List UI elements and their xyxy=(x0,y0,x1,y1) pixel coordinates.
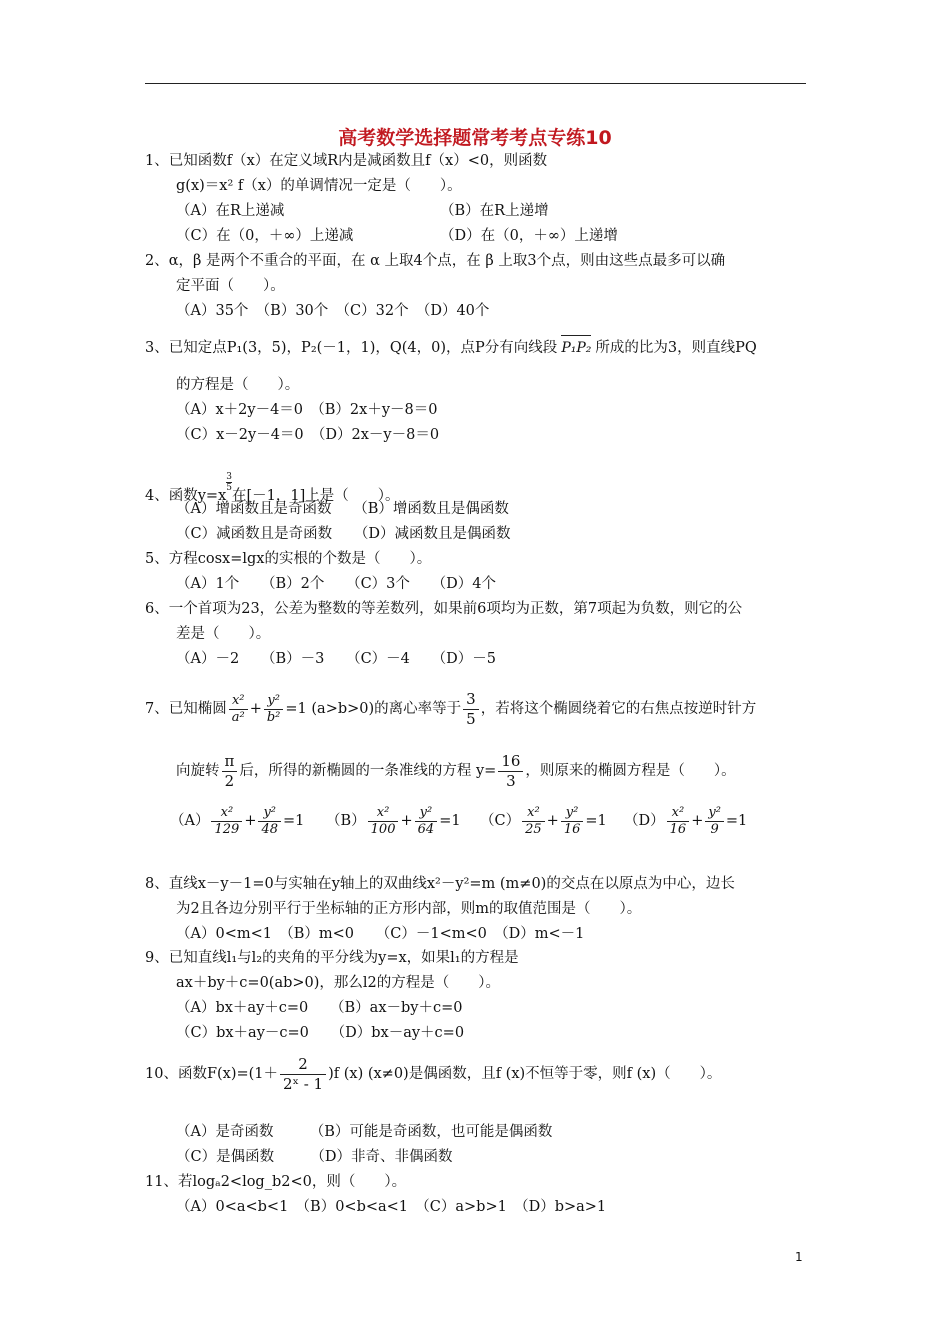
q10-text-post: )f (x) (x≠0)是偶函数，且f (x)不恒等于零，则f (x)（ ）。 xyxy=(328,1066,722,1082)
q7-l2-mid: 后，所得的新椭圆的一条准线的方程 y= xyxy=(239,763,497,779)
q4-exp-den: 5 xyxy=(226,483,232,493)
q4-text-post: 在[－1，1]上是（ ）。 xyxy=(231,488,400,504)
q7-option-c: （C） $\frac{\text{x²}}{25}$ + $\frac{\text{y²}}{16}$ =1 xyxy=(480,804,607,837)
q11-line1: 11、若logₐ2<log_b2<0，则（ ）。 xyxy=(145,1174,407,1190)
header-rule xyxy=(145,83,806,84)
q4-options-1: （A）增函数且是奇函数 （B）增函数且是偶函数 xyxy=(176,501,509,517)
q6-line1: 6、一个首项为23，公差为整数的等差数列，如果前6项均为正数，第7项起为负数，则它的公 xyxy=(145,601,743,617)
q7-option-a: （A） $\frac{\text{x²}}{129}$ + $\frac{\text{y²}}{48}$ =1 xyxy=(170,804,305,837)
q7-option-d: （D） $\frac{\text{x²}}{16}$ + $\frac{\text{y²}}{9}$ =1 xyxy=(624,804,748,837)
q7-eq-one: =1 xyxy=(285,701,307,717)
page-number: 1 xyxy=(795,1250,803,1264)
q7-line2 xyxy=(176,742,736,800)
q1-option-b: （B）在R上递增 xyxy=(440,203,549,219)
q3-options-2: （C）x－2y－4＝0 （D）2x－y－8＝0 xyxy=(176,427,440,443)
q7-frac-y: $\frac{\text{y²}}{\text{b²}}$ xyxy=(264,694,284,725)
q10-options-1: （A）是奇函数 （B）可能是奇函数，也可能是偶函数 xyxy=(176,1124,553,1140)
q3-options-1: （A）x＋2y－4＝0 （B）2x＋y－8＝0 xyxy=(176,402,438,418)
q4-options-2: （C）减函数且是奇函数 （D）减函数且是偶函数 xyxy=(176,526,511,542)
q9-options-1: （A）bx＋ay＋c=0 （B）ax－by＋c=0 xyxy=(176,1000,463,1016)
q6-options: （A）－2 （B）－3 （C）－4 （D）－5 xyxy=(176,651,496,667)
q3-text-pre: 3、已知定点P₁(3，5)，P₂(－1，1)，Q(4，0)，点P分有向线段 xyxy=(145,340,558,356)
q1-line1: 1、已知函数f（x）在定义域R内是减函数且f（x）<0，则函数 xyxy=(145,153,548,169)
q1-option-d: （D）在（0，＋∞）上递增 xyxy=(440,228,618,244)
q6-line2: 差是（ ）。 xyxy=(176,626,271,642)
q10-options-2: （C）是偶函数 （D）非奇、非偶函数 xyxy=(176,1149,453,1165)
q7-option-b: （B） $\frac{\text{x²}}{100}$ + $\frac{\text{y²}}{64}$ =1 xyxy=(326,804,461,837)
q7-text-pre: 7、已知椭圆 xyxy=(145,701,227,717)
q10-frac: $\frac{2}{\text{2ˣ - 1}}$ xyxy=(280,1056,326,1093)
q8-options: （A）0<m<1 （B）m<0 （C）－1<m<0 （D）m<－1 xyxy=(176,926,585,942)
q4-text-pre: 4、函数y=x xyxy=(145,488,227,504)
q5-line1: 5、方程cosx=lgx的实根的个数是（ ）。 xyxy=(145,551,432,567)
q7-frac-y16: $\frac{16}{3}$ xyxy=(498,753,523,790)
q4-exp-num: 3 xyxy=(226,472,232,482)
q1-line2: g(x)＝x² f（x）的单调情况一定是（ ）。 xyxy=(176,178,462,194)
q9-line2: ax＋by＋c=0(ab>0)，那么l2的方程是（ ）。 xyxy=(176,975,501,991)
page-title: 高考数学选择题常考考点专练10 xyxy=(338,127,612,149)
q7-frac-rot: $\frac{\pi}{2}$ xyxy=(222,753,238,790)
q10-text-pre: 10、函数F(x)=(1＋ xyxy=(145,1066,279,1082)
q9-line1: 9、已知直线l₁与l₂的夹角的平分线为y=x，如果l₁的方程是 xyxy=(145,950,519,966)
q7-frac-e: $\frac{3}{5}$ xyxy=(463,691,479,728)
q5-options: （A）1个 （B）2个 （C）3个 （D）4个 xyxy=(176,576,496,592)
q7-l2-pre: 向旋转 xyxy=(176,763,220,779)
q8-line2: 为2且各边分别平行于坐标轴的正方形内部，则m的取值范围是（ ）。 xyxy=(176,901,642,917)
q8-line1: 8、直线x－y－1=0与实轴在y轴上的双曲线x²－y²=m (m≠0)的交点在以原点为中心，边长 xyxy=(145,876,735,892)
q9-options-2: （C）bx＋ay－c=0 （D）bx－ay＋c=0 xyxy=(176,1025,465,1041)
q3-vector: P₁P₂ xyxy=(561,340,592,356)
q1-option-c: （C）在（0，＋∞）上递减 xyxy=(176,228,354,244)
q7-cond: (a>b>0)的离心率等于 xyxy=(311,701,462,717)
q7-text-post: ，若将这个椭圆绕着它的右焦点按逆时针方 xyxy=(480,701,757,717)
q7-l2-post: ，则原来的椭圆方程是（ ）。 xyxy=(525,763,736,779)
q7-frac-x: $\frac{\text{x²}}{\text{a²}}$ xyxy=(229,694,248,725)
q2-options: （A）35个 （B）30个 （C）32个 （D）40个 xyxy=(176,303,490,319)
q1-option-a: （A）在R上递减 xyxy=(176,203,285,219)
q10-line1 xyxy=(145,1048,721,1100)
q7-line1: 7、已知椭圆 $\frac{\text{x²}}{\text{a²}}$ + $\frac{\text{y²}}{\text{b²}}$ =1 (a>b>0)的离心率等于 $\frac{3}{5}$ ，若将这个椭圆绕着它的右焦点按逆时针方 xyxy=(145,689,757,728)
q2-line2: 定平面（ ）。 xyxy=(176,278,285,294)
q3-text-post: 所成的比为3，则直线PQ xyxy=(595,340,757,356)
q3-line2: 的方程是（ ）。 xyxy=(176,377,300,393)
q3-line1 xyxy=(145,338,757,358)
q2-line1: 2、α，β 是两个不重合的平面，在 α 上取4个点，在 β 上取3个点，则由这些点最多可以确 xyxy=(145,253,726,269)
q11-options: （A）0<a<b<1 （B）0<b<a<1 （C）a>b>1 （D）b>a>1 xyxy=(176,1199,607,1215)
